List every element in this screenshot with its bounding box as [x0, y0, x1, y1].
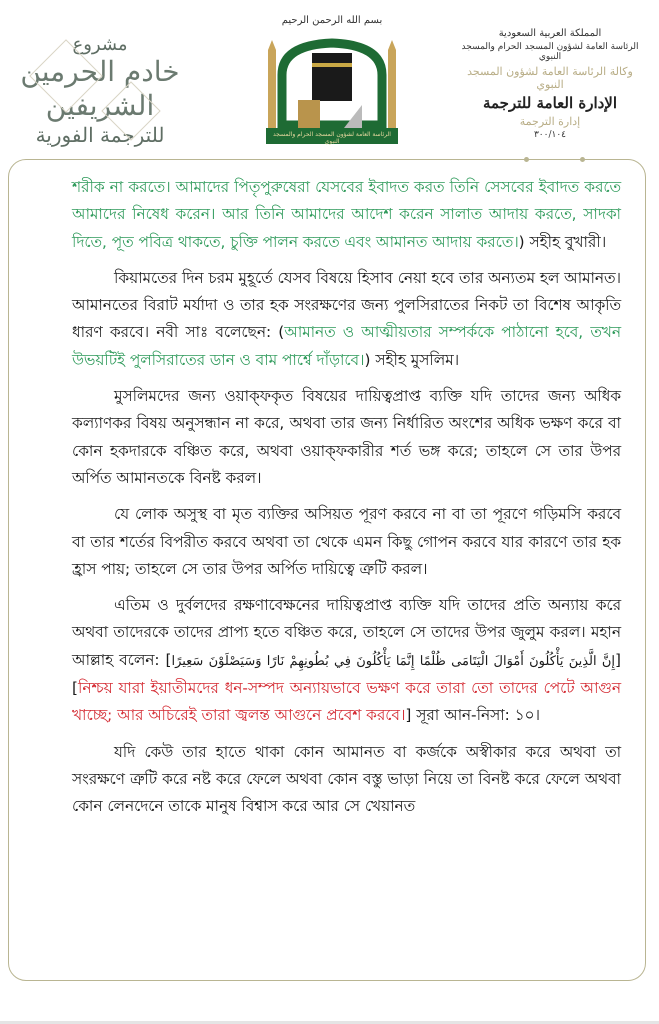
quran-verse-arabic: إِنَّ الَّذِينَ يَأْكُلُونَ أَمْوَالَ الْيَتَامَى ظُلْمًا إِنَّمَا يَأْكُلُونَ فِي بُطُونِهِمْ نَارًا وَسَيَصْلَوْنَ سَعِيرًا	[171, 653, 616, 669]
hadith-quote: আমানত ও আত্মীয়তার সম্পর্ককে পাঠানো হবে, তখন উভয়টিই পুলসিরাতের ডান ও বাম পার্শ্বে দাঁড়াবে।	[72, 323, 621, 369]
paragraph	[72, 383, 621, 492]
project-logo	[10, 30, 190, 150]
citation: ) সহীহ মুসলিম।	[364, 350, 460, 369]
letterhead-line: المملكة العربية السعودية	[498, 28, 602, 39]
text: যদি কেউ তার হাতে থাকা কোন আমানত বা কর্জকে অস্বীকার করে অথবা তা সংরক্ষণে ত্রুটি করে নষ্ট করে ফেলে অথবা কোন বস্তু ভাড়া নিয়ে তা বিনষ্ট করে ফেলে অথবা কোন লেনদেনে তাকে মানুষ বিশ্বাস করে আর সে খেয়ানত	[72, 742, 622, 816]
logo-line: مشروع	[72, 34, 128, 55]
citation: ) সহীহ বুখারী।	[518, 232, 607, 251]
paragraph	[72, 265, 621, 374]
letterhead-line: الرئاسة العامة لشؤون المسجد الحرام والمسجد النبوي	[461, 42, 639, 62]
letterhead-line: وكالة الرئاسة العامة لشؤون المسجد النبوي	[467, 65, 633, 91]
kaaba-emblem-icon	[262, 15, 402, 150]
paragraph	[72, 501, 621, 583]
text: ] [	[72, 650, 621, 698]
presidency-emblem	[262, 15, 402, 150]
paragraph	[72, 174, 621, 256]
administration-letterhead	[455, 28, 645, 140]
text: যে লোক অসুস্থ বা মৃত ব্যক্তির অসিয়ত পূরণ করবে না বা তা পূরণে গড়িমসি করবে বা তার শর্তের বিপরীত করবে অথবা তা থেকে এমন কিছু গোপন করবে যার কারণে তার হক হ্রাস পায়; তাহলে সে তার উপর অর্পিত দায়িত্বে ত্রুটি করল।	[72, 505, 621, 578]
emblem-banner-text: الرئاسة العامة لشؤون المسجد الحرام والمسجد النبوي	[273, 131, 391, 145]
paragraph	[72, 592, 621, 729]
logo-line: للترجمة الفورية	[35, 123, 165, 147]
frame-ornament-dot	[524, 157, 529, 162]
document-body	[72, 174, 621, 830]
text: এতিম ও দুর্বলদের রক্ষণাবেক্ষনের দায়িত্বপ্রাপ্ত ব্যক্তি যদি তাদের প্রতি অন্যায় করে অথবা তাদেরকে তাদের প্রাপ্য হতে বঞ্চিত করে, তাহলে সে তাদের উপর জুলুম করল। মহান আল্লাহ বলেন: [	[72, 596, 621, 669]
citation: ] সূরা আন-নিসা: ১০।	[405, 706, 540, 725]
text: মুসলিমদের জন্য ওয়াক্‌ফকৃত বিষয়ের দায়িত্বপ্রাপ্ত ব্যক্তি যদি তাদের জন্য অধিক কল্যাণকর বিষয় অনুসন্ধান না করে, অথবা তার জন্য নির্ধারিত অংশের অধিক ভক্ষণ করে বা কোন হকদারকে বঞ্চিত করে, অথবা ওয়াক্‌ফকারীর শর্ত ভঙ্গ করে; তাহলে সে তার উপর অর্পিত আমানতকে বিনষ্ট করল।	[72, 387, 621, 487]
bismillah-text: بسم الله الرحمن الرحيم	[281, 15, 383, 26]
paragraph	[72, 739, 621, 821]
text: কিয়ামতের দিন চরম মুহূর্তে যেসব বিষয়ে হিসাব নেয়া হবে তার অন্যতম হল আমানত। আমানতের বিরাট মর্যাদা ও তার হক সংরক্ষণের জন্য পুলসিরাতের নিকট তা বিশেষ আকৃতি ধারণ করবে। নবী সাঃ বলেছেন: (	[72, 268, 622, 342]
letterhead-line: إدارة الترجمة	[519, 115, 581, 128]
logo-line: خادم الحرمين الشريفين	[20, 55, 180, 122]
reference-number: ٣٠٠/١٠٤	[533, 130, 567, 140]
quran-translation: নিশ্চয় যারা ইয়াতীমদের ধন-সম্পদ অন্যায়ভাবে ভক্ষণ করে তারা তো তাদের পেটে আগুন খাচ্ছে; আর অচিরেই তারা জ্বলন্ত আগুনে প্রবেশ করবে।	[72, 679, 621, 725]
hadith-quote: শরীক না করতে। আমাদের পিতৃপুরুষেরা যেসবের ইবাদত করত তিনি সেসবের ইবাদত করতে আমাদের নিষেধ করেন। আর তিনি আমাদের আদেশ করেন সালাত আদায় করতে, সাদকা দিতে, পূত পবিত্র থাকতে, চুক্তি পালন করতে এবং আমানত আদায় করতে।	[72, 178, 621, 251]
page-header	[0, 0, 659, 160]
letterhead-line: الإدارة العامة للترجمة	[482, 94, 618, 112]
frame-ornament-dot	[580, 157, 585, 162]
